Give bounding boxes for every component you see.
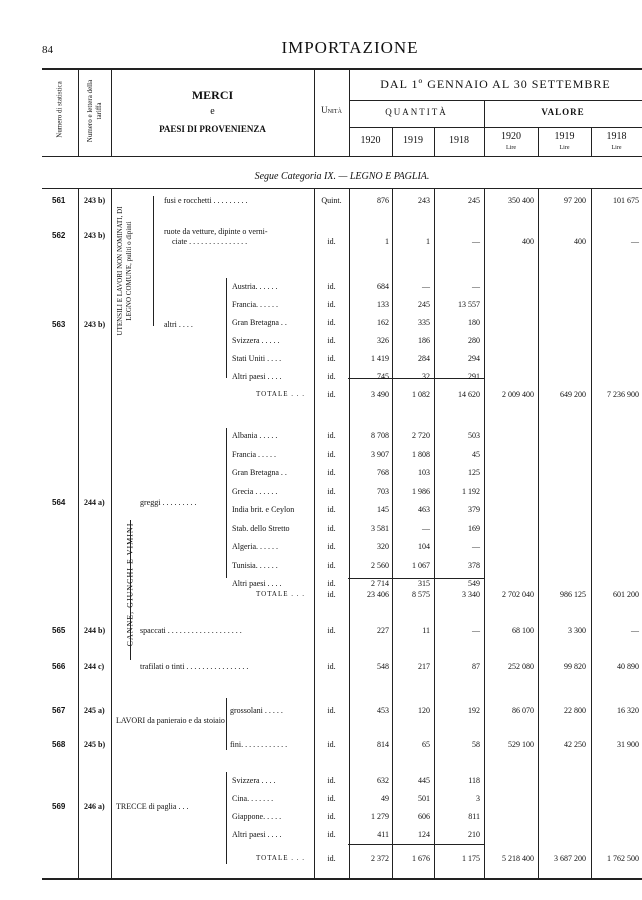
quantity-cell: 186 <box>418 336 430 345</box>
value-cell: 1 762 500 <box>607 854 639 863</box>
quantity-cell: 326 <box>377 336 389 345</box>
quantity-cell: — <box>422 282 430 291</box>
quantity-cell: 548 <box>377 662 389 671</box>
group-canne: CANNE, GIUNCHI E VIMINI <box>125 522 135 647</box>
value-cell: — <box>631 626 639 635</box>
quantity-cell: 13 557 <box>458 300 480 309</box>
quantity-cell: 192 <box>468 706 480 715</box>
quantity-cell: 104 <box>418 542 430 551</box>
unit-cell: id. <box>327 390 336 399</box>
quantity-cell: 120 <box>418 706 430 715</box>
value-cell: 101 675 <box>613 196 639 205</box>
country-label: Gran Bretagna . . <box>232 468 287 477</box>
quantity-cell: 501 <box>418 794 430 803</box>
country-label: Svizzera . . . . . <box>232 336 280 345</box>
value-cell: 350 400 <box>508 196 534 205</box>
quantity-cell: 210 <box>468 830 480 839</box>
quantity-cell: 1 067 <box>412 560 430 570</box>
quantity-cell: 245 <box>468 196 480 205</box>
page-number: 84 <box>42 44 53 56</box>
unit-cell: id. <box>327 794 336 803</box>
unit-cell: id. <box>327 372 336 381</box>
quantity-cell: 1 <box>385 237 389 246</box>
quantity-cell: 2 714 <box>371 579 389 588</box>
unit-cell: id. <box>327 812 336 821</box>
totale-label: TOTALE . . . <box>256 590 306 598</box>
quantity-cell: 2 372 <box>371 854 389 863</box>
group-lavori: LAVORI da panieraio e da stoiaio <box>116 716 225 725</box>
quantity-cell: 245 <box>418 300 430 309</box>
category-title: Segue Categoria IX. — LEGNO E PAGLIA. <box>254 171 430 182</box>
quantity-cell: 58 <box>472 740 480 749</box>
value-cell: 68 100 <box>512 626 534 635</box>
value-cell: 7 236 900 <box>607 390 639 399</box>
quantity-cell: 284 <box>418 354 430 363</box>
unit-cell: Quint. <box>321 196 342 205</box>
quantity-cell: 2 560 <box>371 560 389 570</box>
country-label: Francia . . . . . <box>232 449 276 459</box>
quantity-cell: 768 <box>377 468 389 477</box>
country-label: Algeria. . . . . . <box>232 542 278 551</box>
value-cell: 649 200 <box>560 390 586 399</box>
header-top-rule <box>42 68 642 70</box>
quantity-cell: 632 <box>377 776 389 785</box>
quantity-cell: 169 <box>468 523 480 533</box>
quantity-cell: — <box>472 542 480 551</box>
quantity-cell: 8 575 <box>412 590 430 599</box>
unit-cell: id. <box>327 854 336 863</box>
unit-cell: id. <box>327 468 336 477</box>
unit-cell: id. <box>327 560 336 570</box>
group-trecce: TRECCE di paglia . . . <box>116 802 189 811</box>
country-label: Grecia . . . . . . <box>232 486 278 496</box>
value-cell: 529 100 <box>508 740 534 749</box>
value-cell: 986 125 <box>560 590 586 599</box>
quantity-cell: — <box>472 282 480 291</box>
value-cell: — <box>631 237 639 246</box>
country-label: Stati Uniti . . . . <box>232 354 282 363</box>
unit-cell: id. <box>327 318 336 327</box>
quantity-cell: 45 <box>472 449 480 459</box>
quantity-cell: 1 676 <box>412 854 430 863</box>
quantity-cell: 14 620 <box>458 390 480 399</box>
value-cell: 400 <box>522 237 534 246</box>
quantity-cell: 2 720 <box>412 431 430 440</box>
quantity-cell: 811 <box>468 812 480 821</box>
period-header: DAL 1º GENNAIO AL 30 SETTEMBRE <box>380 77 611 91</box>
quantity-cell: 217 <box>418 662 430 671</box>
quantity-cell: 1 175 <box>462 854 480 863</box>
col-stat-header: Numero di statistica <box>55 81 64 138</box>
quantity-cell: 294 <box>468 354 480 363</box>
quantity-cell: 23 406 <box>367 590 389 599</box>
unit-cell: id. <box>327 776 336 785</box>
quantity-cell: — <box>472 626 480 635</box>
quantity-cell: 118 <box>468 776 480 785</box>
page-title: IMPORTAZIONE <box>281 38 419 57</box>
country-label: Gran Bretagna . . <box>232 318 287 327</box>
country-label: Altri paesi . . . . <box>232 579 282 588</box>
quantita-header: QUANTITÀ <box>385 107 448 117</box>
quantity-cell: 1 419 <box>371 354 389 363</box>
totale-label: TOTALE . . . <box>256 390 306 398</box>
quantity-cell: 1 192 <box>462 486 480 496</box>
col-tariffa-header: Numero e lettera della tariffa <box>86 79 103 143</box>
unit-cell: id. <box>327 579 336 588</box>
value-cell: 5 218 400 <box>502 854 534 863</box>
quantity-cell: 280 <box>468 336 480 345</box>
quantity-cell: 32 <box>422 372 430 381</box>
quantity-cell: 87 <box>472 662 480 671</box>
value-cell: 252 080 <box>508 662 534 671</box>
unit-cell: id. <box>327 706 336 715</box>
unit-cell: id. <box>327 449 336 459</box>
quantity-cell: 243 <box>418 196 430 205</box>
value-cell: 601 200 <box>613 590 639 599</box>
country-label: Albania . . . . . <box>232 431 278 440</box>
quantity-cell: 11 <box>422 626 430 635</box>
quantity-cell: 49 <box>381 794 389 803</box>
country-label: Austria. . . . . . <box>232 282 278 291</box>
country-label: Tunisia. . . . . . <box>232 560 278 570</box>
quantity-cell: 876 <box>377 196 389 205</box>
quantity-cell: 145 <box>377 505 389 514</box>
country-label: Altri paesi . . . . <box>232 830 282 839</box>
unit-cell: id. <box>327 590 336 599</box>
country-label: Cina. . . . . . . <box>232 794 274 803</box>
quantity-cell: 503 <box>468 431 480 440</box>
unit-cell: id. <box>327 354 336 363</box>
quantity-cell: 103 <box>418 468 430 477</box>
quantity-cell: 463 <box>418 505 430 514</box>
quantity-cell: 8 708 <box>371 431 389 440</box>
unit-cell: id. <box>327 336 336 345</box>
value-cell: 31 900 <box>617 740 639 749</box>
value-cell: 86 070 <box>512 706 534 715</box>
quantity-cell: 227 <box>377 626 389 635</box>
quantity-cell: — <box>472 237 480 246</box>
unit-cell: id. <box>327 282 336 291</box>
value-cell: 97 200 <box>564 196 586 205</box>
paesi-header: PAESI DI PROVENIENZA <box>159 124 266 134</box>
quantity-cell: 453 <box>377 706 389 715</box>
quantity-cell: 3 <box>476 794 480 803</box>
value-cell: 2 702 040 <box>502 590 534 599</box>
value-cell: 99 820 <box>564 662 586 671</box>
country-label: India brit. e Ceylon <box>232 505 295 514</box>
quantity-cell: 606 <box>418 812 430 821</box>
quantity-cell: 814 <box>377 740 389 749</box>
quantity-cell: 1 082 <box>412 390 430 399</box>
unit-cell: id. <box>327 626 336 635</box>
quantity-cell: 1 279 <box>371 812 389 821</box>
group-utensili: UTENSILI E LAVORI NON NOMINATI, DI LEGNO COMUNE, puliti o dipinti <box>116 206 133 336</box>
quantity-cell: 411 <box>377 830 389 839</box>
quantity-cell: 335 <box>418 318 430 327</box>
quantity-cell: 162 <box>377 318 389 327</box>
country-label: Francia. . . . . . <box>232 300 278 309</box>
unit-cell: id. <box>327 830 336 839</box>
unit-cell: id. <box>327 431 336 440</box>
unit-cell: id. <box>327 300 336 309</box>
quantity-cell: 684 <box>377 282 389 291</box>
value-cell: 16 320 <box>617 706 639 715</box>
quantity-cell: 315 <box>418 579 430 588</box>
quantity-cell: 320 <box>377 542 389 551</box>
unit-cell: id. <box>327 662 336 671</box>
value-cell: 42 250 <box>564 740 586 749</box>
quantity-cell: 291 <box>468 372 480 381</box>
quantity-cell: 1 <box>426 237 430 246</box>
country-label: Svizzera . . . . <box>232 776 276 785</box>
quantity-cell: 180 <box>468 318 480 327</box>
header-bottom-rule <box>42 156 642 157</box>
quantity-cell: 703 <box>377 486 389 496</box>
unit-cell: id. <box>327 523 336 533</box>
unit-cell: id. <box>327 237 336 246</box>
unit-cell: id. <box>327 542 336 551</box>
quantity-cell: — <box>422 523 430 533</box>
quantity-cell: 3 340 <box>462 590 480 599</box>
unit-cell: id. <box>327 486 336 496</box>
valore-header: VALORE <box>541 107 585 117</box>
quantity-cell: 745 <box>377 372 389 381</box>
value-cell: 40 890 <box>617 662 639 671</box>
value-cell: 3 300 <box>568 626 586 635</box>
country-label: Giappone. . . . . <box>232 812 282 821</box>
country-label: Altri paesi . . . . <box>232 372 282 381</box>
merci-header: MERCI <box>191 88 234 102</box>
value-cell: 2 009 400 <box>502 390 534 399</box>
quantity-cell: 445 <box>418 776 430 785</box>
quantity-cell: 1 986 <box>412 486 430 496</box>
quantity-cell: 125 <box>468 468 480 477</box>
unit-cell: id. <box>327 505 336 514</box>
quantity-cell: 3 490 <box>371 390 389 399</box>
quantity-cell: 3 581 <box>371 523 389 533</box>
quantity-cell: 549 <box>468 579 480 588</box>
unita-header: Unità <box>321 105 342 115</box>
quantity-cell: 1 808 <box>412 449 430 459</box>
quantity-cell: 65 <box>422 740 430 749</box>
unit-cell: id. <box>327 740 336 749</box>
totale-label: TOTALE . . . <box>256 854 306 862</box>
quantity-cell: 379 <box>468 505 480 514</box>
value-cell: 22 800 <box>564 706 586 715</box>
quantity-cell: 124 <box>418 830 430 839</box>
value-cell: 3 687 200 <box>554 854 586 863</box>
quantity-cell: 3 907 <box>371 449 389 459</box>
quantity-cell: 378 <box>468 560 480 570</box>
country-label: Stab. dello Stretto <box>232 523 290 533</box>
value-cell: 400 <box>574 237 586 246</box>
quantity-cell: 133 <box>377 300 389 309</box>
